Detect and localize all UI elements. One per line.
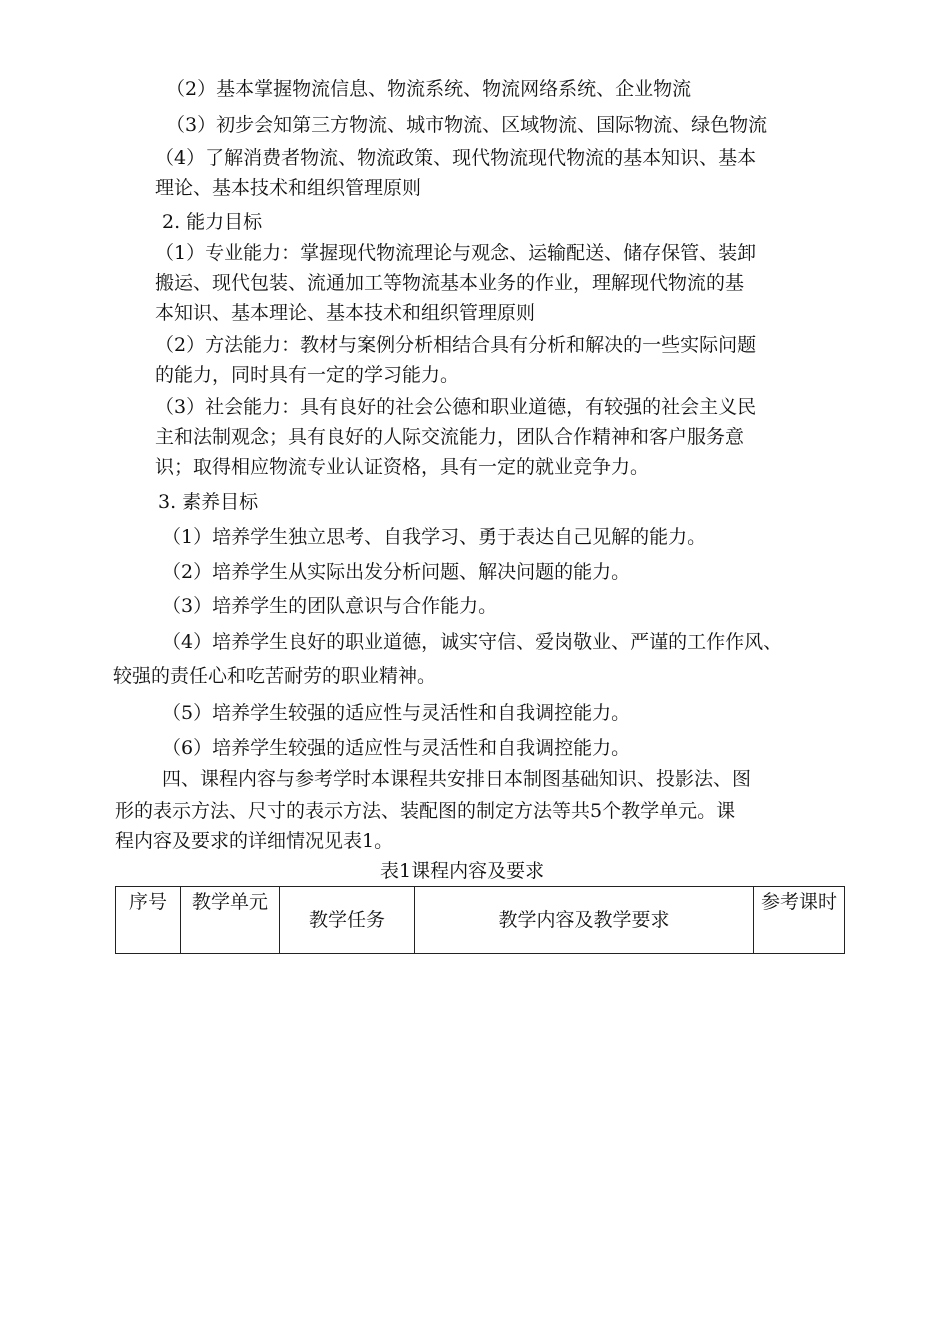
paragraph-line: （3）培养学生的团队意识与合作能力。 xyxy=(162,595,498,617)
paragraph-line: （3）社会能力：具有良好的社会公德和职业道德，有较强的社会主义民 xyxy=(155,396,757,418)
paragraph-line: 形的表示方法、尺寸的表示方法、装配图的制定方法等共5个教学单元。课 xyxy=(115,800,736,822)
paragraph-line: 较强的责任心和吃苦耐劳的职业精神。 xyxy=(113,665,437,687)
paragraph-line: （1）专业能力：掌握现代物流理论与观念、运输配送、储存保管、装卸 xyxy=(155,242,757,264)
paragraph-line: （1）培养学生独立思考、自我学习、勇于表达自己见解的能力。 xyxy=(162,526,707,548)
paragraph-line: （3）初步会知第三方物流、城市物流、区域物流、国际物流、绿色物流 xyxy=(166,114,768,136)
paragraph-line: （4）培养学生良好的职业道德，诚实守信、爱岗敬业、严谨的工作作风、 xyxy=(162,631,783,653)
course-content-table xyxy=(115,886,845,954)
table-header-row xyxy=(116,887,845,954)
paragraph-line: 四、课程内容与参考学时本课程共安排日本制图基础知识、投影法、图 xyxy=(162,768,752,790)
header-cell-content: 教学内容及教学要求 xyxy=(415,887,754,954)
paragraph-line: （2）方法能力：教材与案例分析相结合具有分析和解决的一些实际问题 xyxy=(155,334,757,356)
section-heading: 2. 能力目标 xyxy=(162,211,263,233)
paragraph-line: 的能力，同时具有一定的学习能力。 xyxy=(155,364,460,386)
header-cell-task: 教学任务 xyxy=(280,887,415,954)
paragraph-line: 搬运、现代包装、流通加工等物流基本业务的作业，理解现代物流的基 xyxy=(155,272,745,294)
paragraph-line: （5）培养学生较强的适应性与灵活性和自我调控能力。 xyxy=(162,702,631,724)
paragraph-line: （4）了解消费者物流、物流政策、现代物流现代物流的基本知识、基本 xyxy=(155,147,757,169)
paragraph-line: 本知识、基本理论、基本技术和组织管理原则 xyxy=(155,302,536,324)
paragraph-line: （2）培养学生从实际出发分析问题、解决问题的能力。 xyxy=(162,561,631,583)
header-cell-hours: 参考课时 xyxy=(754,887,845,954)
section-heading: 3. 素养目标 xyxy=(158,491,259,513)
paragraph-line: 理论、基本技术和组织管理原则 xyxy=(155,177,422,199)
paragraph-line: （2）基本掌握物流信息、物流系统、物流网络系统、企业物流 xyxy=(166,78,692,100)
table-caption: 表1课程内容及要求 xyxy=(380,860,545,882)
header-cell-unit: 教学单元 xyxy=(181,887,280,954)
paragraph-line: （6）培养学生较强的适应性与灵活性和自我调控能力。 xyxy=(162,737,631,759)
paragraph-line: 程内容及要求的详细情况见表1。 xyxy=(115,830,394,852)
paragraph-line: 主和法制观念；具有良好的人际交流能力，团队合作精神和客户服务意 xyxy=(155,426,745,448)
paragraph-line: 识；取得相应物流专业认证资格，具有一定的就业竞争力。 xyxy=(155,456,650,478)
header-cell-index: 序号 xyxy=(116,887,181,954)
